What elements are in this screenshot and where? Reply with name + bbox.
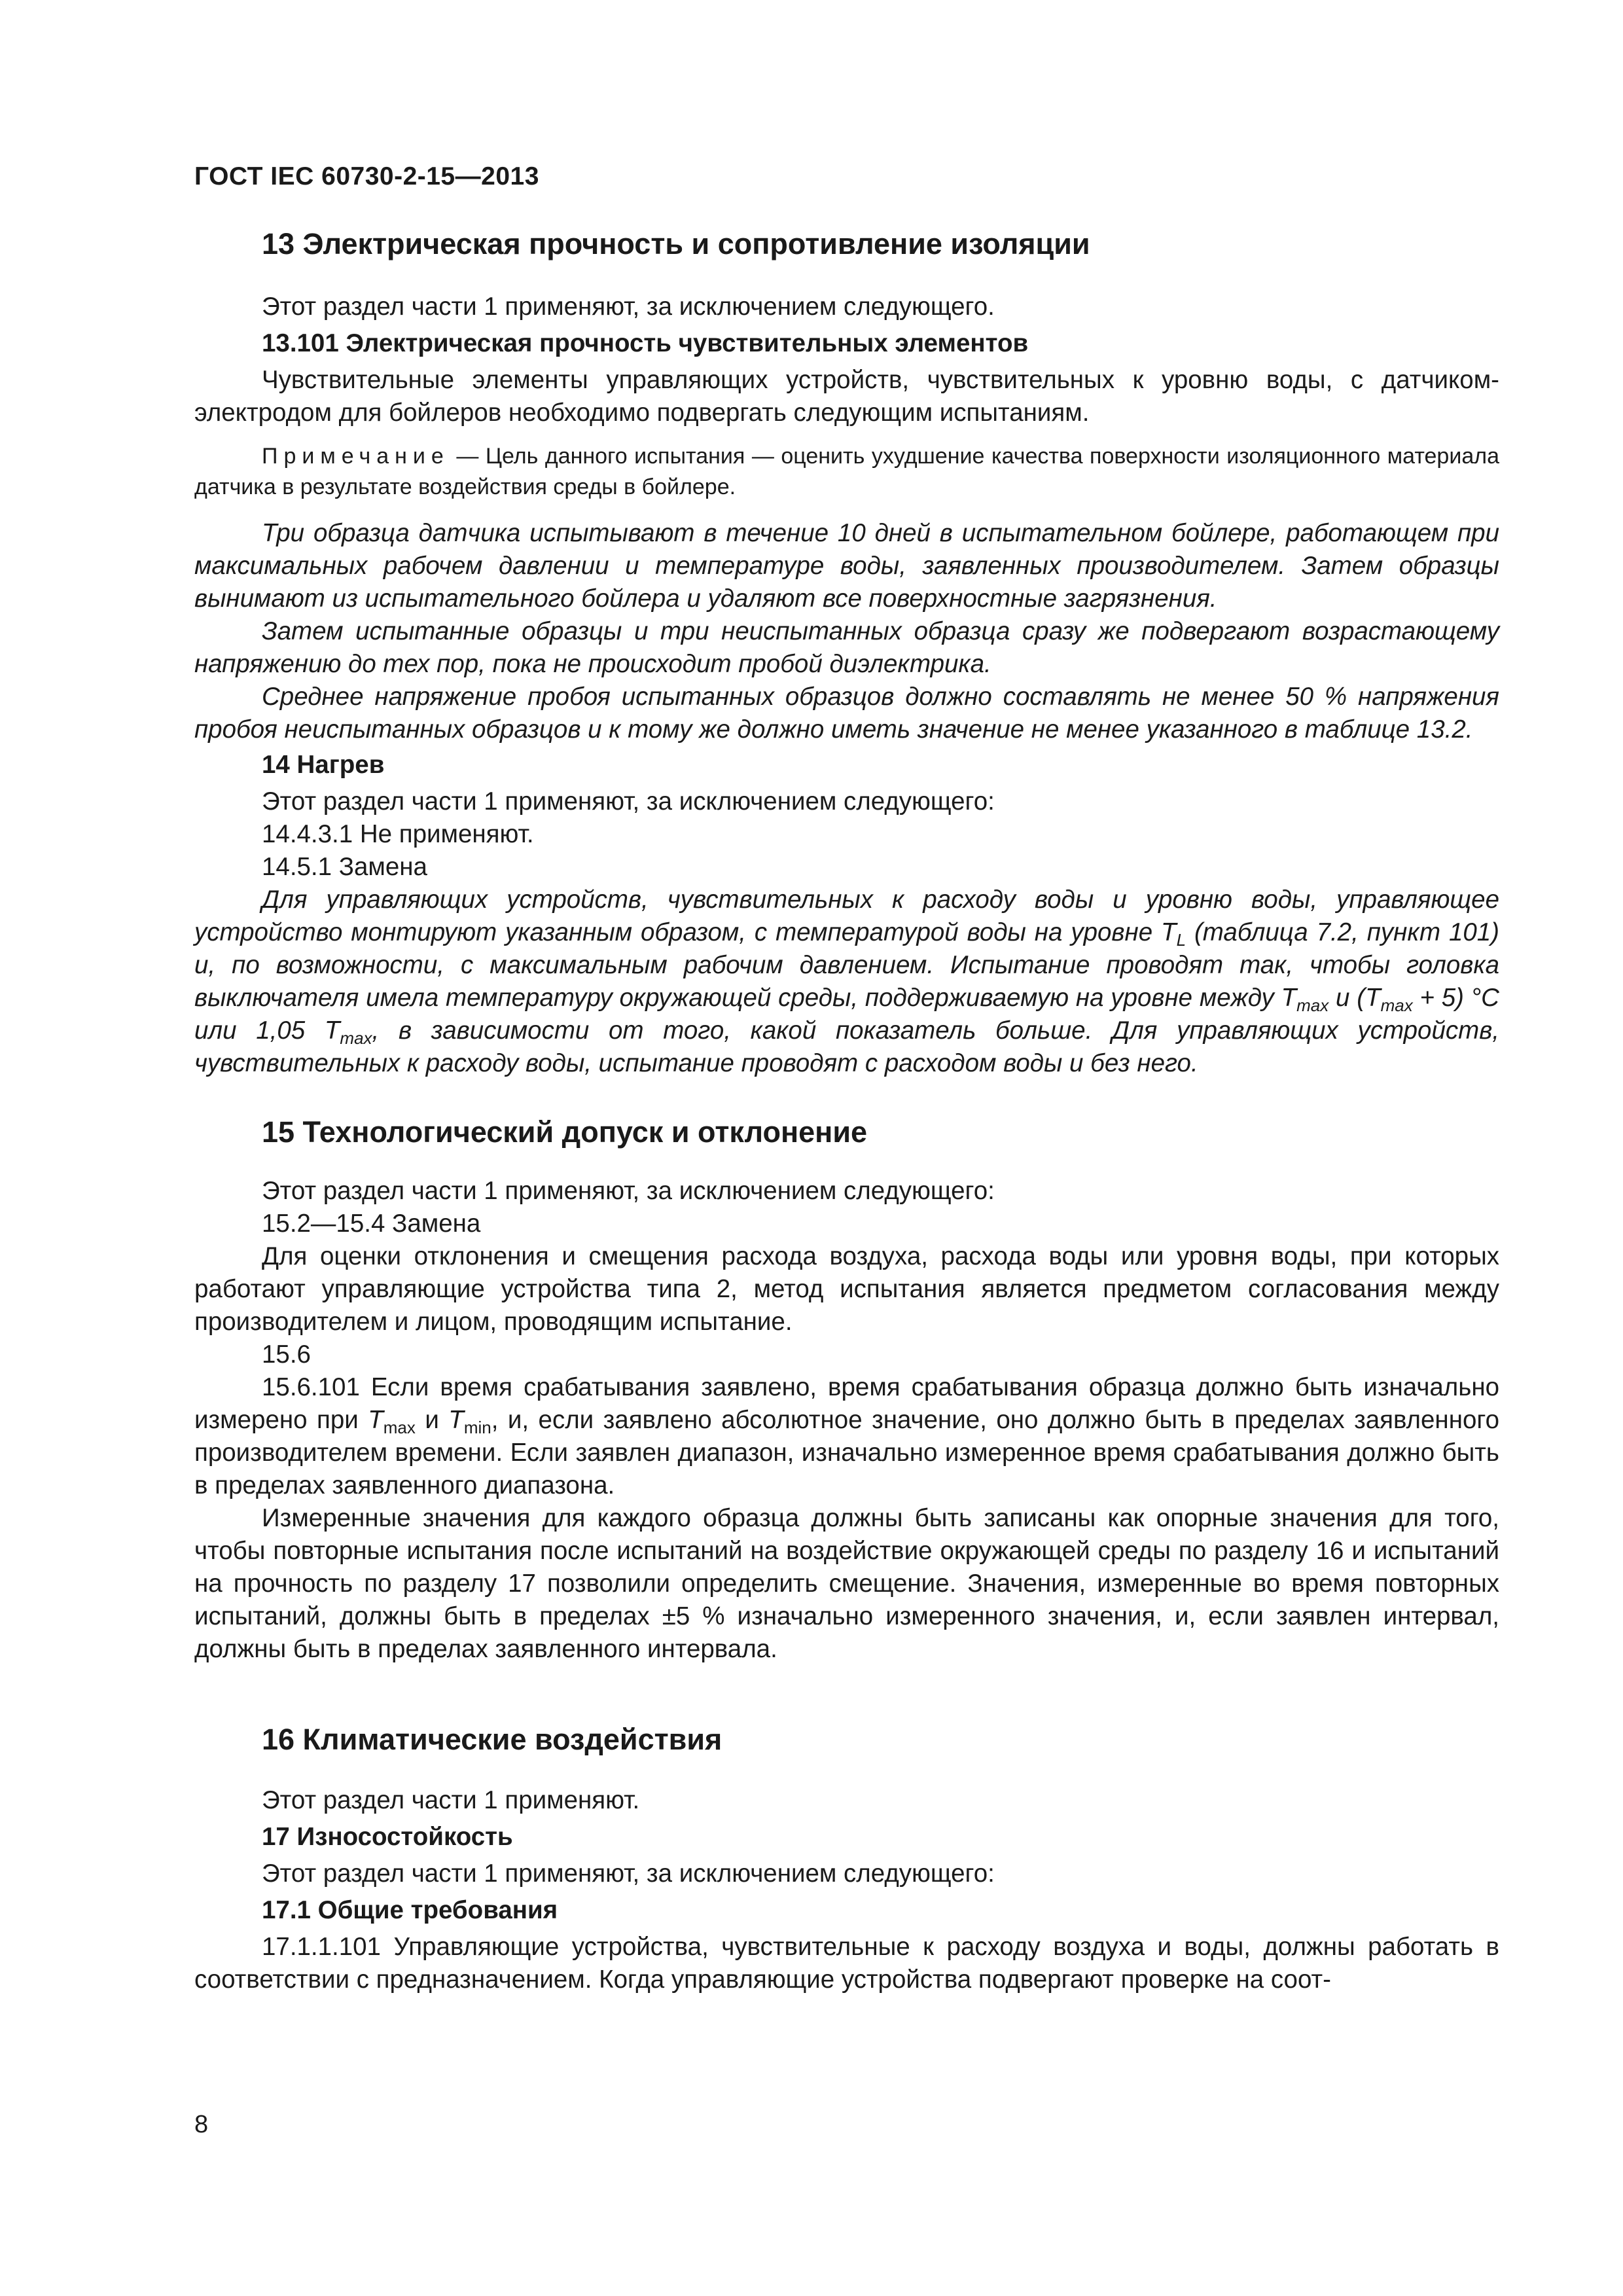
section-14-intro: Этот раздел части 1 применяют, за исключением следующего: <box>262 787 995 816</box>
subsection-17-1-heading: 17.1 Общие требования <box>262 1896 558 1924</box>
test-procedure-paragraph: Три образца датчика испытывают в течение 10 дней в испытательном бойлере, работающем при максимальных рабочем давлении и температуре воды, заявленных производителем. Затем образцы вынимают из испытательного бойлера и удаляют все поверхностные загрязнения. <box>194 519 1499 613</box>
test-procedure-paragraph: Затем испытанные образцы и три неиспытанных образца сразу же подвергают возрастающему напряжению до тех пор, пока не происходит пробой диэлектрика. <box>194 617 1499 678</box>
subscript-min: min <box>463 1418 491 1437</box>
text-run: и ( <box>1329 984 1366 1012</box>
page-number: 8 <box>194 2111 209 2138</box>
section-13-paragraph: Чувствительные элементы управляющих устройств, чувствительных к уровню воды, с датчиком-электродом для бойлеров необходимо подвергать следующим испытаниям. <box>194 366 1499 427</box>
symbol-t: T <box>1281 984 1297 1012</box>
symbol-t: T <box>368 1406 383 1434</box>
text-run: , в зависимости от того, какой показатель больше. Для управляющих устройств, чувствительных к расходу воды, испытание проводят с расходом воды и без него. <box>194 1016 1499 1077</box>
subsection-13-101-heading: 13.101 Электрическая прочность чувствительных элементов <box>262 329 1029 357</box>
section-15-intro: Этот раздел части 1 применяют, за исключением следующего: <box>262 1177 995 1205</box>
document-id: ГОСТ IEC 60730-2-15—2013 <box>194 162 539 190</box>
clause-14-5-1: 14.5.1 Замена <box>262 853 427 881</box>
text-run: (таблица 7.2, пункт 101) и, по возможности, с максимальным рабочим давлением. Испытание проводят так, чтобы головка выключателя имела температуру окружающей среды, поддерживаемую на уровне между <box>194 918 1500 1012</box>
spacer <box>194 1080 1499 1114</box>
clause-14-5-1-text <box>194 884 1499 1080</box>
spacer <box>194 429 1499 441</box>
section-14-heading: 14 Нагрев <box>262 751 385 779</box>
subscript-l: L <box>1176 930 1186 950</box>
clause-15-6-101 <box>194 1371 1499 1502</box>
clause-15-6: 15.6 <box>262 1340 311 1369</box>
subscript-max: max <box>1296 996 1329 1015</box>
section-15-paragraph: Для оценки отклонения и смещения расхода воздуха, расхода воды или уровня воды, при которых работают управляющие устройства типа 2, метод испытания является предметом согласования между производителем и лицом, проводящим испытание. <box>194 1242 1499 1336</box>
symbol-t: T <box>1161 918 1177 946</box>
section-15-paragraph: Измеренные значения для каждого образца должны быть записаны как опорные значения для того, чтобы повторные испытания после испытаний на воздействие окружающей среды по разделу 16 и испытаний на прочность по разделу 17 позволили определить смещение. Значения, измеренные во время повторных испытаний, должны быть в пределах ±5 % изначально измеренного значения, и, если заявлен интервал, должны быть в пределах заявленного интервала. <box>194 1504 1499 1663</box>
section-15-heading: 15 Технологический допуск и отклонение <box>262 1115 868 1149</box>
spacer <box>194 1666 1499 1721</box>
note-label: Примечание <box>262 444 450 469</box>
note <box>194 441 1499 503</box>
spacer <box>194 503 1499 517</box>
spacer <box>194 262 1499 291</box>
note-text: — Цель данного испытания — оценить ухудшение качества поверхности изоляционного материала датчика в результате воздействия среды в бойлере. <box>194 444 1499 499</box>
page-content <box>194 226 1499 1996</box>
text-run: Для управляющих устройств, чувствительных к расходу воды и уровню воды, управляющее устройство монтируют указанным образом, с температурой воды на уровне <box>194 886 1499 946</box>
text-run: 15.6.101 Если время срабатывания заявлено, время срабатывания образца должно быть изначально измерено при <box>194 1373 1499 1434</box>
symbol-t: T <box>448 1406 464 1434</box>
section-13-intro: Этот раздел части 1 применяют, за исключением следующего. <box>262 293 995 321</box>
test-procedure-paragraph: Среднее напряжение пробоя испытанных образцов должно составлять не менее 50 % напряжения пробоя неиспытанных образцов и к тому же должно иметь значение не менее указанного в таблице 13.2. <box>194 683 1499 744</box>
symbol-t: T <box>1365 984 1381 1012</box>
subscript-max: max <box>1380 996 1413 1015</box>
section-16-intro: Этот раздел части 1 применяют. <box>262 1786 640 1814</box>
section-13-heading: 13 Электрическая прочность и сопротивление изоляции <box>262 227 1090 260</box>
spacer <box>194 1151 1499 1175</box>
clause-15-2-15-4: 15.2—15.4 Замена <box>262 1210 481 1238</box>
clause-14-4-3-1: 14.4.3.1 Не применяют. <box>262 820 534 848</box>
text-run: + 5) °С или 1,05 <box>194 984 1499 1045</box>
section-17-heading: 17 Износостойкость <box>262 1823 513 1851</box>
text-run: и <box>415 1406 449 1434</box>
clause-17-1-1-101: 17.1.1.101 Управляющие устройства, чувствительные к расходу воздуха и воды, должны работать в соответствии с предназначением. Когда управляющие устройства подвергают проверке на соот- <box>194 1933 1499 1994</box>
section-17-intro: Этот раздел части 1 применяют, за исключением следующего: <box>262 1859 995 1888</box>
subscript-max: max <box>383 1418 416 1437</box>
subscript-max: max <box>340 1028 372 1048</box>
spacer <box>194 1758 1499 1784</box>
symbol-t: T <box>324 1016 340 1045</box>
text-run: , и, если заявлено абсолютное значение, оно должно быть в пределах заявленного производителем времени. Если заявлен диапазон, изначально измеренное время срабатывания должно быть в пределах заявленного диапазона. <box>194 1406 1499 1499</box>
section-16-heading: 16 Климатические воздействия <box>262 1723 722 1756</box>
